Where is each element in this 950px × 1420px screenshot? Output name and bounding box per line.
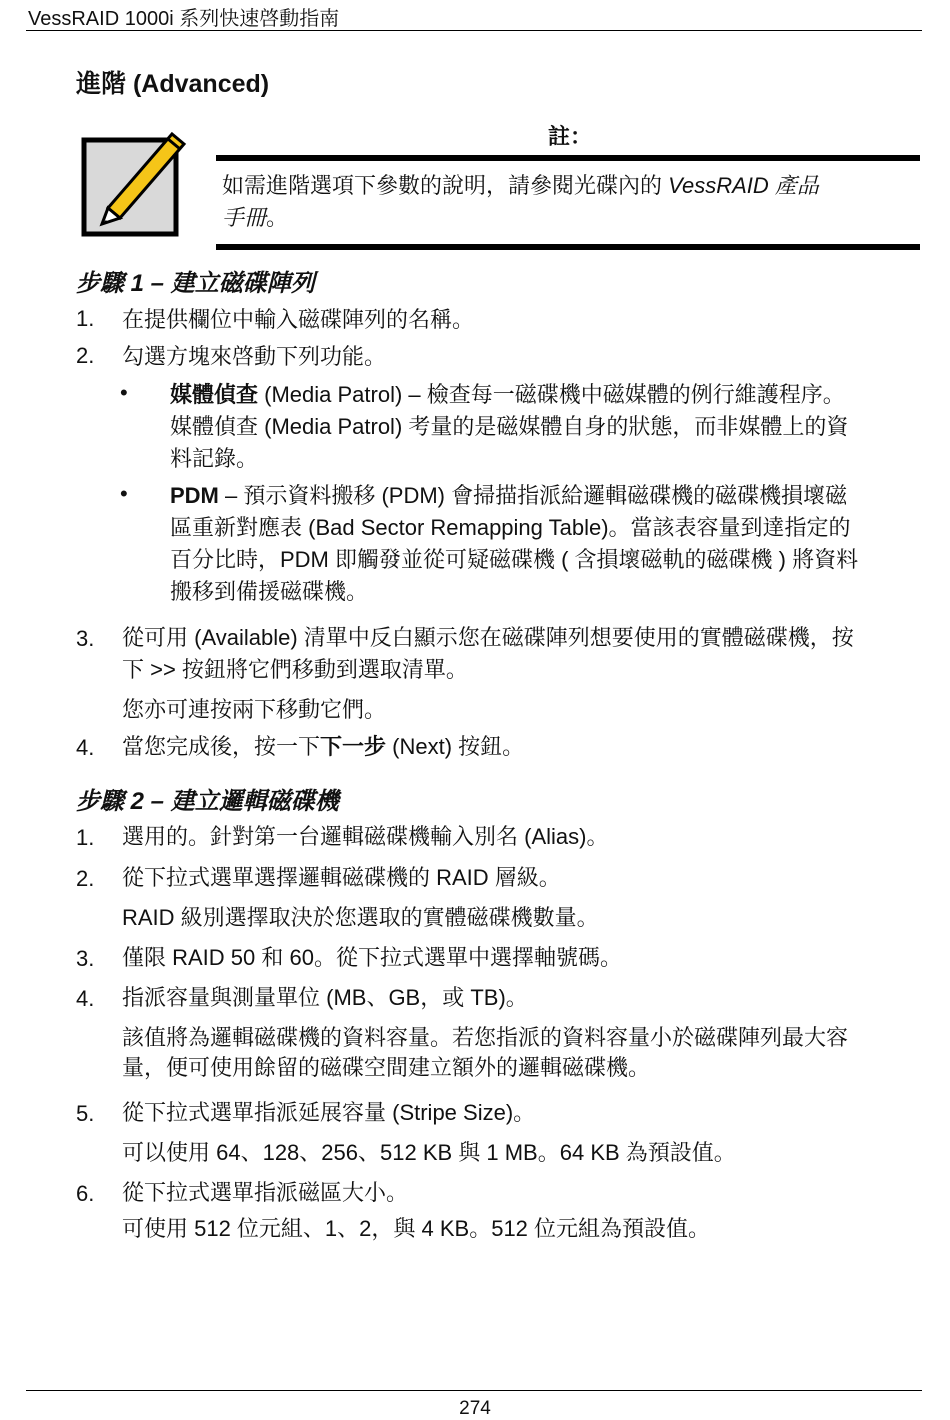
footer-rule <box>26 1390 922 1391</box>
step2-item6-sub: 可使用 512 位元組、1、2，與 4 KB。512 位元組為預設值。 <box>122 1216 711 1241</box>
advanced-title-cjk: 進階 <box>76 70 127 98</box>
step2-item1-num: 1. <box>76 825 95 850</box>
page-number: 274 <box>459 1398 491 1419</box>
step1-item4-pre: 當您完成後，按一下 <box>122 734 321 759</box>
bullet1-line1-text: (Media Patrol) – 檢查每一磁碟機中磁媒體的例行維護程序。 <box>258 382 845 407</box>
pencil-icon <box>80 128 182 236</box>
bullet2-line2: 區重新對應表 (Bad Sector Remapping Table)。當該表容量到達指定的 <box>170 515 851 540</box>
step1-item3-num: 3. <box>76 626 95 651</box>
page-header-title: VessRAID 1000i 系列快速啓動指南 <box>28 8 340 30</box>
bullet1-line1 <box>170 379 845 411</box>
step2-item2-sub: RAID 級別選擇取決於您選取的實體磁碟機數量。 <box>122 905 599 930</box>
note-text-end: 。 <box>266 205 289 230</box>
note-text <box>222 170 882 234</box>
step1-item4-text <box>122 731 524 763</box>
step2-item4-num: 4. <box>76 986 95 1011</box>
bullet-dot: • <box>120 481 128 506</box>
note-text-part1: 如需進階選項下參數的說明，請參閱光碟內的 <box>222 173 669 198</box>
step2-heading: 步驟 2 – 建立邏輯磁碟機 <box>76 788 339 815</box>
step2-item5-sub: 可以使用 64、128、256、512 KB 與 1 MB。64 KB 為預設值。 <box>122 1140 736 1165</box>
step1-item4-post: (Next) 按鈕。 <box>386 734 525 759</box>
note-top-bar <box>216 155 920 161</box>
advanced-title-en: (Advanced) <box>132 70 270 98</box>
step2-item3-num: 3. <box>76 946 95 971</box>
note-label: 註： <box>548 124 593 149</box>
bullet1-line3: 料記錄。 <box>170 446 259 471</box>
step1-item4-num: 4. <box>76 735 95 760</box>
bullet2-line3: 百分比時，PDM 即觸發並從可疑磁碟機 ( 含損壞磁軌的磁碟機 ) 將資料 <box>170 547 859 572</box>
step1-item2-text: 勾選方塊來啓動下列功能。 <box>122 344 387 369</box>
bullet2-line4: 搬移到備援磁碟機。 <box>170 579 369 604</box>
bullet1-line2: 媒體偵查 (Media Patrol) 考量的是磁媒體自身的狀態，而非媒體上的資 <box>170 414 849 439</box>
bullet1-bold: 媒體偵查 <box>170 382 259 407</box>
step1-item3-line2: 下 >> 按鈕將它們移動到選取清單。 <box>122 657 468 682</box>
bullet2-bold: PDM <box>170 483 219 508</box>
step2-item1-text: 選用的。針對第一台邏輯磁碟機輸入別名 (Alias)。 <box>122 824 609 849</box>
step1-item4-bold: 下一步 <box>320 734 387 759</box>
step2-item2-num: 2. <box>76 866 95 891</box>
step1-item3-line1: 從可用 (Available) 清單中反白顯示您在磁碟陣列想要使用的實體磁碟機，按 <box>122 625 854 650</box>
step2-item2-text: 從下拉式選單選擇邏輯磁碟機的 RAID 層級。 <box>122 865 561 890</box>
step2-item5-text: 從下拉式選單指派延展容量 (Stripe Size)。 <box>122 1100 536 1125</box>
step2-item3-text: 僅限 RAID 50 和 60。從下拉式選單中選擇軸號碼。 <box>122 945 622 970</box>
step2-item4-sub2: 量，便可使用餘留的磁碟空間建立額外的邏輯磁碟機。 <box>122 1055 651 1080</box>
bullet2-line1 <box>170 480 847 512</box>
step1-item1-text: 在提供欄位中輸入磁碟陣列的名稱。 <box>122 307 475 332</box>
step2-item4-text: 指派容量與測量單位 (MB、GB，或 TB)。 <box>122 985 528 1010</box>
note-bottom-bar <box>216 244 920 250</box>
header-rule <box>26 30 922 31</box>
step1-item3-sub: 您亦可連按兩下移動它們。 <box>122 697 387 722</box>
bullet-dot: • <box>120 380 128 405</box>
note-text-emphasis-2: 手冊 <box>222 205 267 230</box>
step2-item5-num: 5. <box>76 1101 95 1126</box>
step1-heading: 步驟 1 – 建立磁碟陣列 <box>76 270 315 297</box>
section-heading-advanced <box>76 64 269 100</box>
step2-item6-num: 6. <box>76 1181 95 1206</box>
note-text-emphasis: VessRAID 產品 <box>668 173 819 198</box>
step2-item6-text: 從下拉式選單指派磁區大小。 <box>122 1180 409 1205</box>
bullet2-line1-text: – 預示資料搬移 (PDM) 會掃描指派給邏輯磁碟機的磁碟機損壞磁 <box>218 483 848 508</box>
step1-item1-num: 1. <box>76 306 95 331</box>
step2-item4-sub1: 該值將為邏輯磁碟機的資料容量。若您指派的資料容量小於磁碟陣列最大容 <box>122 1025 849 1050</box>
step1-item2-num: 2. <box>76 343 95 368</box>
